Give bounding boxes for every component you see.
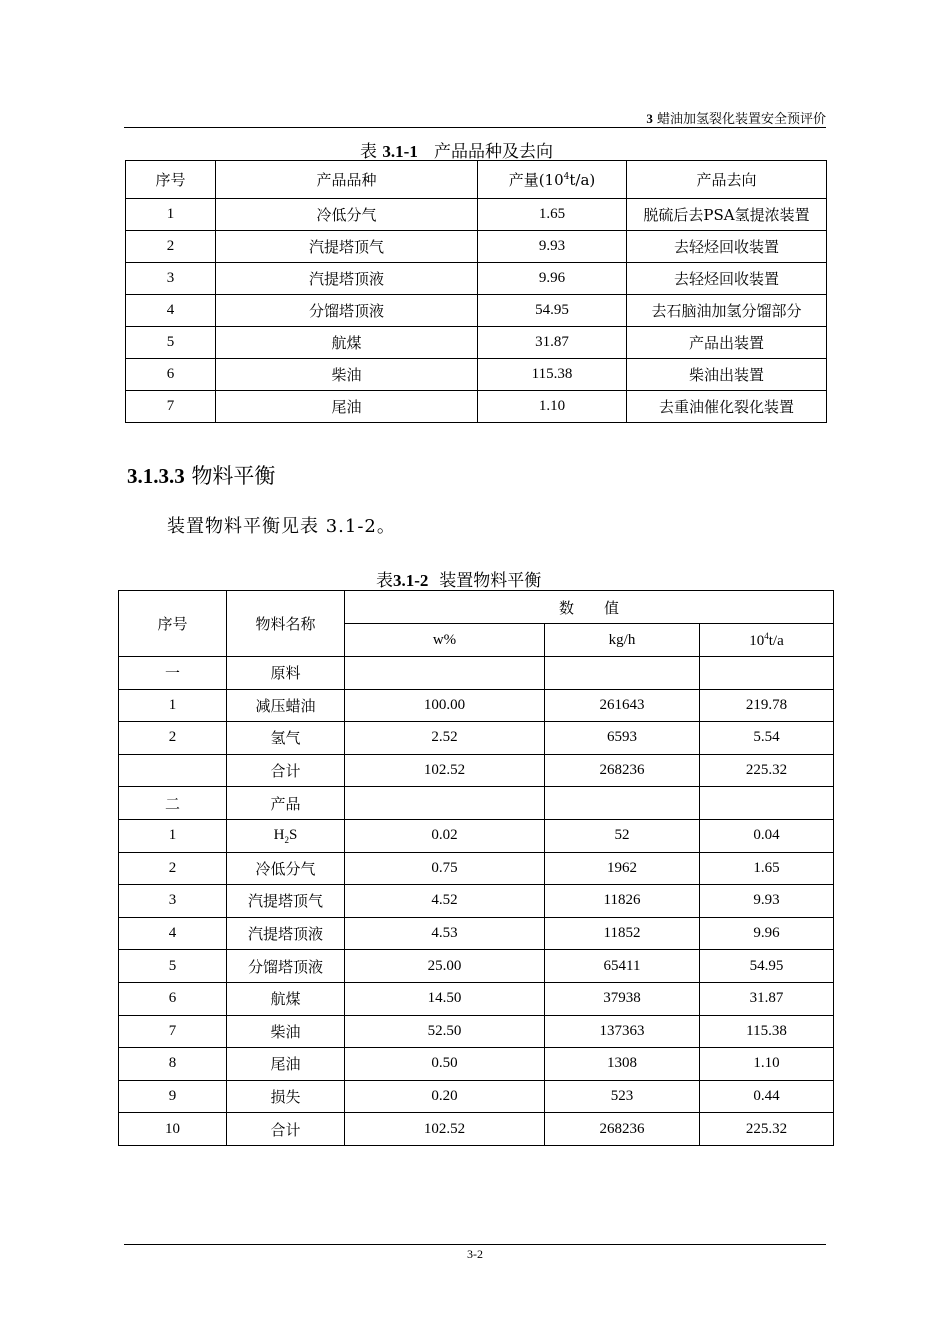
table-cell: 523 <box>545 1080 700 1113</box>
table2-caption-title: 装置物料平衡 <box>439 571 542 591</box>
table-cell: 9.96 <box>700 917 834 950</box>
table-row <box>119 982 834 1015</box>
chapter-number: 3 <box>646 111 653 126</box>
table-cell: 1.10 <box>700 1048 834 1081</box>
table-cell: 0.04 <box>700 819 834 852</box>
table-cell: 102.52 <box>345 754 545 787</box>
table-cell: 柴油 <box>216 359 478 391</box>
table-cell: 1 <box>119 819 227 852</box>
table-cell: 2 <box>119 722 227 755</box>
table2-caption-number: 3.1-2 <box>393 571 429 590</box>
table-cell: 去重油催化裂化装置 <box>627 391 827 423</box>
table-cell: 115.38 <box>700 1015 834 1048</box>
table-cell: 11852 <box>545 917 700 950</box>
table-cell: 9.96 <box>478 263 627 295</box>
table-cell <box>545 657 700 690</box>
table-cell: 冷低分气 <box>216 199 478 231</box>
table-cell: 2 <box>126 231 216 263</box>
table-cell: 1308 <box>545 1048 700 1081</box>
header-unit-exp: 4 <box>563 172 570 182</box>
table1-caption-prefix: 表 <box>360 142 377 162</box>
table-cell: 11826 <box>545 885 700 918</box>
table-header-row <box>119 591 834 624</box>
h2s-sub: 2 <box>284 834 289 845</box>
section-title: 物料平衡 <box>191 464 276 488</box>
table-cell: 102.52 <box>345 1113 545 1146</box>
table-cell: 6593 <box>545 722 700 755</box>
table-cell: 225.32 <box>700 754 834 787</box>
table-cell: 0.02 <box>345 819 545 852</box>
h2s-h: H <box>273 826 285 843</box>
table-row <box>126 327 827 359</box>
table1-caption <box>360 137 553 162</box>
header-cell: 序号 <box>126 161 216 199</box>
table-row <box>126 295 827 327</box>
running-header <box>646 108 826 127</box>
table-row <box>126 199 827 231</box>
table-cell: 65411 <box>545 950 700 983</box>
table-cell: 0.75 <box>345 852 545 885</box>
table-cell: 5 <box>119 950 227 983</box>
table-row <box>119 819 834 852</box>
table-cell: 2 <box>119 852 227 885</box>
table-cell: 52 <box>545 819 700 852</box>
table-row <box>119 950 834 983</box>
table-cell: 产品出装置 <box>627 327 827 359</box>
table-cell: 54.95 <box>478 295 627 327</box>
header-unit-base: 产量(10 <box>508 171 564 189</box>
table-cell: 8 <box>119 1048 227 1081</box>
table-cell: 氢气 <box>227 722 345 755</box>
table-cell: 尾油 <box>227 1048 345 1081</box>
table-cell: 3 <box>126 263 216 295</box>
table-row <box>119 689 834 722</box>
subheader-kgh: kg/h <box>545 624 700 657</box>
table-row <box>119 852 834 885</box>
table-cell: 0.44 <box>700 1080 834 1113</box>
table-cell: 航煤 <box>227 982 345 1015</box>
table-row <box>119 1015 834 1048</box>
table2-caption-prefix: 表 <box>376 571 393 591</box>
table-cell: 10 <box>119 1113 227 1146</box>
table-cell: 一 <box>119 657 227 690</box>
footer-rule <box>124 1244 826 1245</box>
page-number: 3-2 <box>467 1247 483 1261</box>
h2s-s: S <box>289 826 298 843</box>
section-heading <box>127 460 275 490</box>
table-cell: 4.53 <box>345 917 545 950</box>
table-cell-h2s <box>227 819 345 852</box>
table-cell: 柴油出装置 <box>627 359 827 391</box>
table-row <box>119 917 834 950</box>
table-cell: 137363 <box>545 1015 700 1048</box>
table-cell: 1.65 <box>700 852 834 885</box>
table-cell: 去轻烃回收装置 <box>627 231 827 263</box>
body-paragraph: 装置物料平衡见表 3.1-2。 <box>167 516 396 537</box>
table-cell: 268236 <box>545 1113 700 1146</box>
table-cell: 损失 <box>227 1080 345 1113</box>
table-cell: 航煤 <box>216 327 478 359</box>
table-cell: 9.93 <box>478 231 627 263</box>
table-cell <box>345 657 545 690</box>
table-cell: 1.10 <box>478 391 627 423</box>
table-cell: 219.78 <box>700 689 834 722</box>
table-header-row <box>126 161 827 199</box>
table-cell: 4 <box>119 917 227 950</box>
table-cell: 汽提塔顶气 <box>216 231 478 263</box>
table-cell: 31.87 <box>700 982 834 1015</box>
table-cell: 4.52 <box>345 885 545 918</box>
table-cell: 分馏塔顶液 <box>227 950 345 983</box>
table-cell: 原料 <box>227 657 345 690</box>
table-cell: 3 <box>119 885 227 918</box>
table-cell: 31.87 <box>478 327 627 359</box>
table-cell: 分馏塔顶液 <box>216 295 478 327</box>
table-cell: 去轻烃回收装置 <box>627 263 827 295</box>
table-cell: 脱硫后去PSA氢提浓装置 <box>627 199 827 231</box>
table-cell: 柴油 <box>227 1015 345 1048</box>
table-cell: 5 <box>126 327 216 359</box>
table-cell: 54.95 <box>700 950 834 983</box>
subheader-wt: w% <box>345 624 545 657</box>
table-row <box>119 722 834 755</box>
table-cell: 冷低分气 <box>227 852 345 885</box>
table-cell: 100.00 <box>345 689 545 722</box>
table-row <box>119 657 834 690</box>
table1-caption-number: 3.1-1 <box>382 142 418 161</box>
product-table <box>125 160 827 423</box>
table-cell: 去石脑油加氢分馏部分 <box>627 295 827 327</box>
header-cell <box>478 161 627 199</box>
table-cell: 115.38 <box>478 359 627 391</box>
header-unit-tail: t/a) <box>569 171 596 189</box>
table-cell: 14.50 <box>345 982 545 1015</box>
table-cell: 二 <box>119 787 227 820</box>
header-cell-name: 物料名称 <box>227 591 345 657</box>
table-row <box>119 787 834 820</box>
table-cell: 1 <box>126 199 216 231</box>
table-cell <box>119 754 227 787</box>
header-cell-no: 序号 <box>119 591 227 657</box>
table-cell: 9.93 <box>700 885 834 918</box>
table-cell: 汽提塔顶气 <box>227 885 345 918</box>
table-cell: 1.65 <box>478 199 627 231</box>
header-cell-values: 数 值 <box>345 591 834 624</box>
table-cell: 0.20 <box>345 1080 545 1113</box>
material-balance-table <box>118 590 834 1146</box>
table-cell: 5.54 <box>700 722 834 755</box>
header-rule <box>124 127 826 128</box>
table-row <box>119 754 834 787</box>
table-cell: 25.00 <box>345 950 545 983</box>
table-cell <box>700 787 834 820</box>
header-title-text: 蜡油加氢裂化装置安全预评价 <box>656 112 826 127</box>
table-cell: 52.50 <box>345 1015 545 1048</box>
subheader-ta <box>700 624 834 657</box>
header-cell: 产品去向 <box>627 161 827 199</box>
table-cell: 268236 <box>545 754 700 787</box>
table-cell: 6 <box>126 359 216 391</box>
table-cell: 6 <box>119 982 227 1015</box>
table-row <box>126 231 827 263</box>
table-cell: 汽提塔顶液 <box>216 263 478 295</box>
table-row <box>126 391 827 423</box>
table-cell: 1962 <box>545 852 700 885</box>
table-cell: 1 <box>119 689 227 722</box>
table-cell: 尾油 <box>216 391 478 423</box>
table-cell: 2.52 <box>345 722 545 755</box>
table-row <box>126 263 827 295</box>
subheader-ta-exp: 4 <box>764 630 769 641</box>
section-number: 3.1.3.3 <box>127 464 185 488</box>
table-cell <box>700 657 834 690</box>
table-cell: 减压蜡油 <box>227 689 345 722</box>
table-row <box>119 1080 834 1113</box>
table-cell: 261643 <box>545 689 700 722</box>
table-cell: 合计 <box>227 754 345 787</box>
table1-caption-title: 产品品种及去向 <box>434 142 554 162</box>
table-row <box>119 885 834 918</box>
table-cell: 4 <box>126 295 216 327</box>
table-row <box>119 1113 834 1146</box>
table-cell: 9 <box>119 1080 227 1113</box>
table-cell: 合计 <box>227 1113 345 1146</box>
table-cell: 汽提塔顶液 <box>227 917 345 950</box>
table-cell: 7 <box>126 391 216 423</box>
table-cell: 225.32 <box>700 1113 834 1146</box>
table-cell <box>545 787 700 820</box>
table-row <box>119 1048 834 1081</box>
subheader-ta-unit: t/a <box>768 632 784 649</box>
table-cell: 0.50 <box>345 1048 545 1081</box>
table-cell: 37938 <box>545 982 700 1015</box>
subheader-ta-base: 10 <box>749 632 765 649</box>
table-cell: 7 <box>119 1015 227 1048</box>
header-cell: 产品品种 <box>216 161 478 199</box>
table-row <box>126 359 827 391</box>
table-cell <box>345 787 545 820</box>
table2-caption <box>376 566 541 591</box>
table-cell: 产品 <box>227 787 345 820</box>
